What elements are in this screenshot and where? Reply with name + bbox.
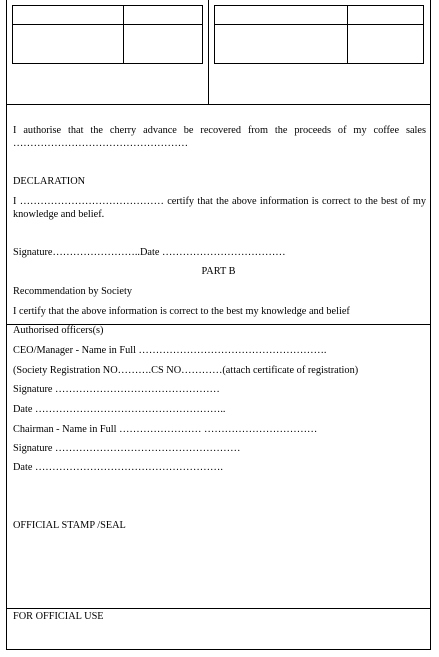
left-table: [12, 5, 203, 64]
date-field-2: Date ……………………………………………….: [13, 462, 223, 473]
table-cell: [215, 25, 348, 64]
top-table-section: [7, 0, 430, 105]
authorise-text: I authorise that the cherry advance be recovered from the proceeds of my coffee sales ……………………………………………: [13, 125, 426, 149]
part-b-heading: PART B: [201, 266, 236, 277]
ceo-name-field: CEO/Manager - Name in Full ……………………………………………….: [13, 345, 327, 356]
table-cell: [124, 6, 203, 25]
official-use-label: FOR OFFICIAL USE: [13, 611, 104, 622]
chairman-name-field: Chairman - Name in Full …………………… ……………………………: [13, 424, 318, 435]
official-stamp-label: OFFICIAL STAMP /SEAL: [13, 520, 126, 531]
right-table: [214, 5, 424, 64]
authorised-officers-heading: Authorised officers(s): [13, 325, 104, 336]
table-cell: [215, 6, 348, 25]
table-cell: [124, 25, 203, 64]
table-cell: [348, 6, 424, 25]
table-cell: [348, 25, 424, 64]
registration-field: (Society Registration NO……….CS NO…………(attach certificate of registration): [13, 365, 359, 376]
section-divider: [7, 608, 430, 609]
certify-text: I certify that the above information is correct to the best my knowledge and belief: [13, 306, 350, 317]
declaration-heading: DECLARATION: [13, 176, 86, 187]
date-field-1: Date ………………………………………………..: [13, 404, 226, 415]
declaration-signature-date: Signature……………………..Date ………………………………: [13, 247, 286, 258]
recommendation-label: Recommendation by Society: [13, 286, 132, 297]
table-cell: [13, 6, 124, 25]
signature-field-2: Signature ………………………………………………: [13, 443, 241, 454]
table-cell: [13, 25, 124, 64]
application-form: [6, 0, 431, 650]
declaration-text: I …………………………………… certify that the above information is correct to the best of my knowledge and belief.: [13, 196, 426, 220]
column-divider: [208, 0, 209, 104]
signature-field-1: Signature …………………………………………: [13, 384, 220, 395]
